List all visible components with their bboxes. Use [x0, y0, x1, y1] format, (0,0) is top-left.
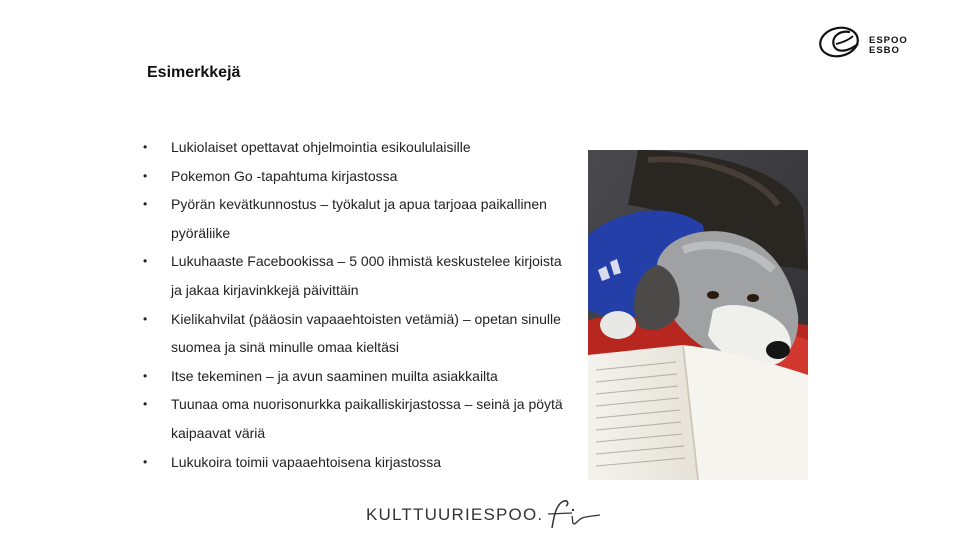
list-item-text: Tuunaa oma nuorisonurkka paikalliskirjastossa – seinä ja pöytä kaipaavat väriä	[171, 396, 563, 441]
bullet-marker: •	[143, 197, 148, 212]
dog-photo	[588, 150, 808, 480]
list-item	[143, 162, 573, 191]
slide-title: Esimerkkejä	[147, 64, 241, 81]
dog-reading-illustration	[588, 150, 808, 480]
list-item-text: Kielikahvilat (pääosin vapaaehtoisten vetämiä) – opetan sinulle suomea ja sinä minulle omaa kieltäsi	[171, 310, 561, 356]
logo-line-espoo: ESPOO	[869, 35, 908, 46]
list-item	[143, 133, 573, 162]
list-item	[143, 362, 573, 391]
list-item	[143, 305, 573, 362]
logo-line-esbo: ESBO	[869, 45, 900, 56]
espoo-logo-text	[869, 36, 908, 56]
list-item-text: Pyörän kevätkunnostus – työkalut ja apua tarjoaa paikallinen pyöräliike	[171, 196, 547, 241]
bullet-marker: •	[143, 254, 148, 269]
list-item-text: Pokemon Go -tapahtuma kirjastossa	[171, 167, 398, 184]
footer-fi-script	[542, 496, 602, 532]
list-item	[143, 448, 573, 477]
list-item	[143, 247, 573, 304]
bullet-marker: •	[143, 168, 148, 183]
bullet-marker: •	[143, 368, 148, 383]
kulttuuriespoo-logo	[366, 496, 606, 532]
bullet-marker: •	[143, 140, 148, 154]
list-item-text: Lukiolaiset opettavat ohjelmointia esikoululaisille	[171, 139, 471, 155]
list-item-text: Itse tekeminen – ja avun saaminen muilta asiakkailta	[171, 367, 498, 384]
bullet-marker: •	[143, 397, 148, 412]
list-item-text: Lukukoira toimii vapaaehtoisena kirjastossa	[171, 453, 442, 470]
espoo-logo-icon	[816, 22, 866, 62]
list-item	[143, 190, 573, 247]
espoo-logo	[816, 22, 916, 62]
bullet-list	[143, 133, 573, 476]
footer-fi-text: fi	[562, 530, 563, 531]
bullet-marker: •	[143, 454, 148, 469]
footer-brand-text: KULTTUURIESPOO.	[366, 505, 544, 524]
list-item-text: Lukuhaaste Facebookissa – 5 000 ihmistä keskustelee kirjoista ja jakaa kirjavinkkejä päivittäin	[171, 253, 562, 298]
bullet-marker: •	[143, 311, 148, 326]
list-item	[143, 390, 573, 447]
